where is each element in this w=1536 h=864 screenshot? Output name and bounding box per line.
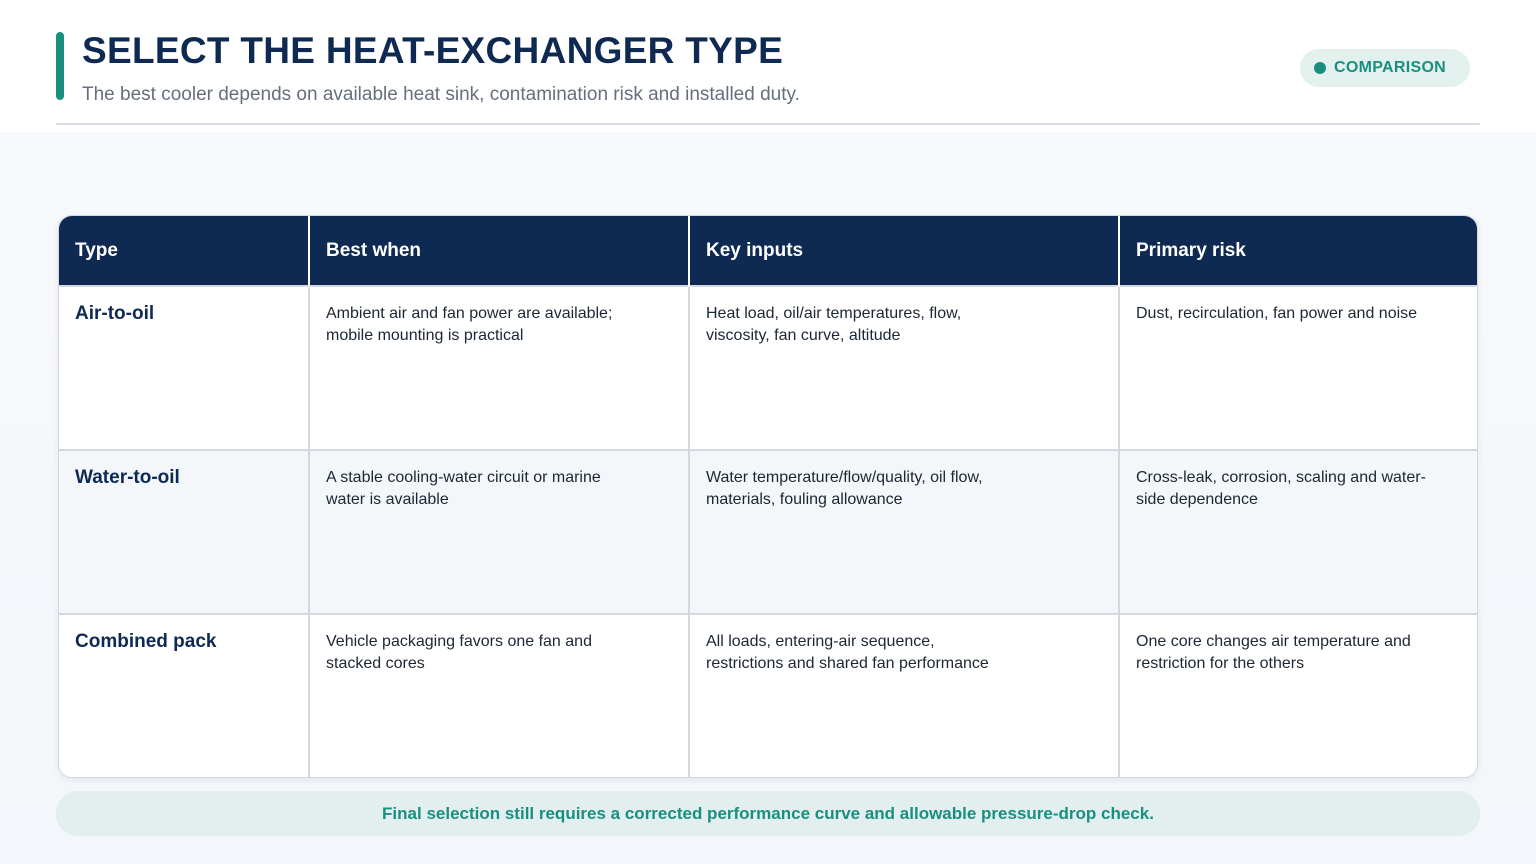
key-inputs-cell (689, 614, 1119, 778)
page-subtitle: The best cooler depends on available heat sink, contamination risk and installed duty. (82, 84, 800, 105)
primary-risk-text: Dust, recirculation, fan power and noise (1136, 305, 1418, 322)
type-cell: Combined pack (59, 614, 309, 778)
key-inputs-cell (689, 450, 1119, 614)
table-header-row (59, 216, 1478, 286)
header-divider (56, 123, 1480, 125)
key-inputs-text: Heat load, oil/air temperatures, flow, viscosity, fan curve, altitude (706, 305, 962, 344)
page-title: SELECT THE HEAT-EXCHANGER TYPE (82, 30, 784, 71)
type-cell: Water-to-oil (59, 450, 309, 614)
title-accent-bar (56, 32, 64, 100)
primary-risk-text: Cross-leak, corrosion, scaling and water-side dependence (1136, 469, 1426, 508)
column-header-best-when: Best when (309, 216, 689, 286)
best-when-cell (309, 286, 689, 450)
table-row (59, 614, 1478, 778)
type-cell: Air-to-oil (59, 286, 309, 450)
primary-risk-cell (1119, 286, 1478, 450)
comparison-badge (1300, 49, 1470, 87)
key-inputs-text: All loads, entering-air sequence, restrictions and shared fan performance (706, 633, 989, 672)
key-inputs-text: Water temperature/flow/quality, oil flow, materials, fouling allowance (706, 469, 983, 508)
footer-note-banner (56, 791, 1480, 836)
dot-icon (1314, 62, 1326, 74)
column-header-key-inputs: Key inputs (689, 216, 1119, 286)
best-when-text: A stable cooling-water circuit or marine water is available (326, 469, 601, 508)
badge-label: COMPARISON (1334, 59, 1447, 76)
comparison-table (58, 215, 1478, 778)
primary-risk-cell (1119, 614, 1478, 778)
column-header-type: Type (59, 216, 309, 286)
column-header-primary-risk: Primary risk (1119, 216, 1478, 286)
primary-risk-text: One core changes air temperature and restriction for the others (1136, 633, 1411, 672)
primary-risk-cell (1119, 450, 1478, 614)
best-when-cell (309, 614, 689, 778)
footer-note: Final selection still requires a corrected performance curve and allowable pressure-drop check. (382, 803, 1154, 823)
best-when-cell (309, 450, 689, 614)
best-when-text: Ambient air and fan power are available; mobile mounting is practical (326, 305, 613, 344)
key-inputs-cell (689, 286, 1119, 450)
table-row (59, 286, 1478, 450)
best-when-text: Vehicle packaging favors one fan and stacked cores (326, 633, 592, 672)
table-row (59, 450, 1478, 614)
